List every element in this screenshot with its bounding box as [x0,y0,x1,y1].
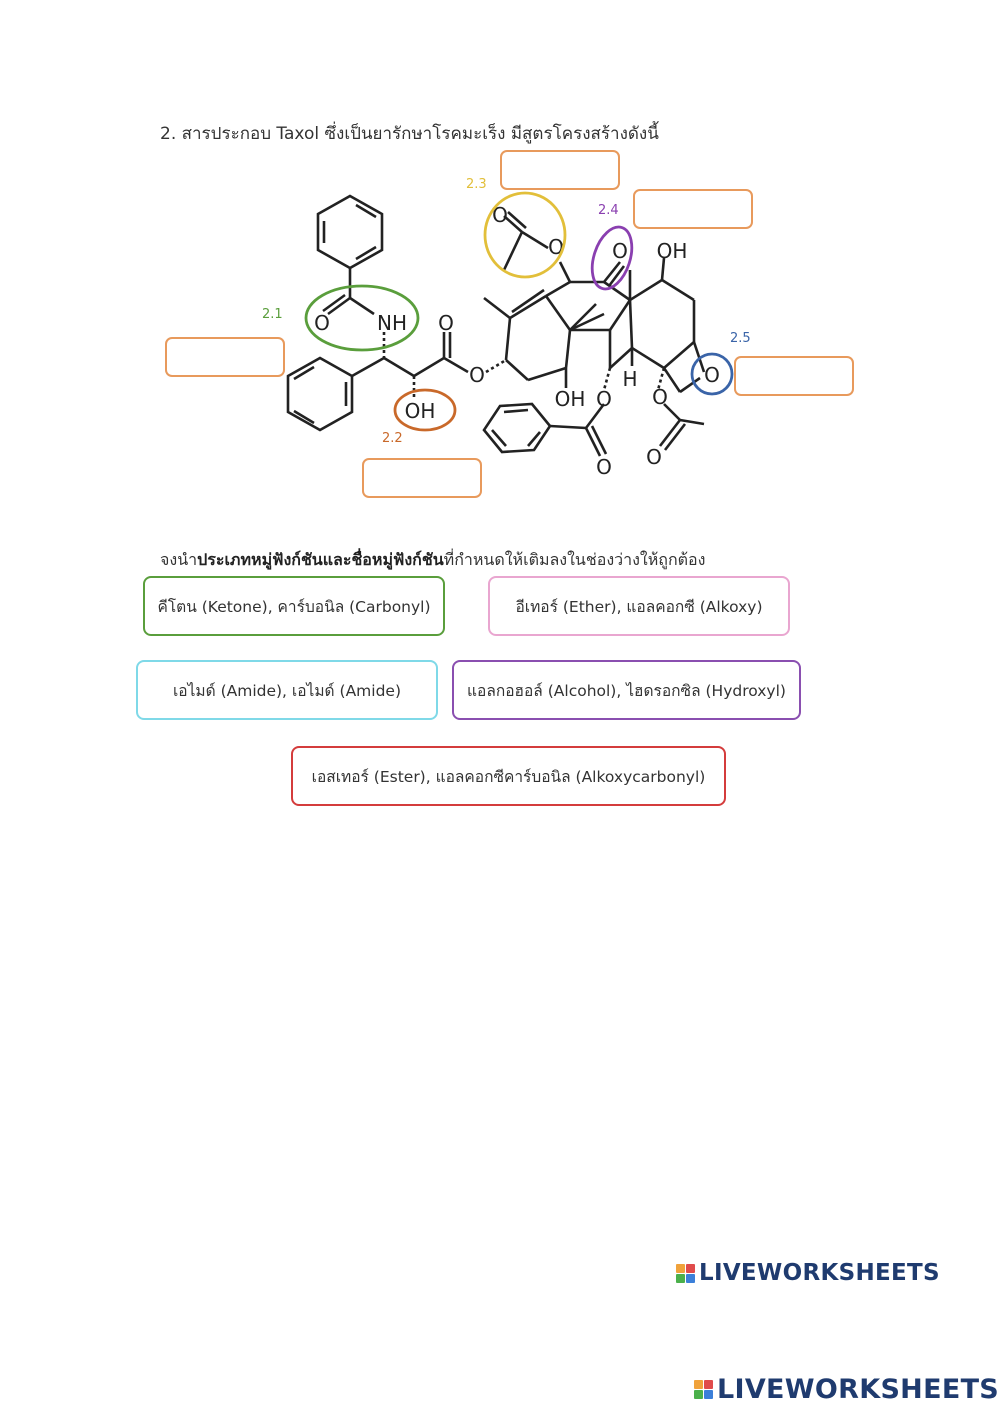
logo-cubes-icon [676,1264,695,1283]
atom-label: OH [554,387,586,411]
answer-option-ester[interactable]: เอสเทอร์ (Ester), แอลคอกซีคาร์บอนิล (Alkoxycarbonyl) [291,746,726,806]
atom-label: O [646,445,662,469]
taxol-structure-diagram [150,140,870,500]
answer-option-ketone[interactable]: คีโตน (Ketone), คาร์บอนิล (Carbonyl) [143,576,445,636]
instruction-suffix: ที่กำหนดให้เติมลงในช่องว่างให้ถูกต้อง [443,550,706,569]
brand-name: LIVEWORKSHEETS [699,1260,940,1286]
instruction-text [160,548,705,573]
atom-label: O [438,311,454,335]
answer-box-2-5[interactable] [734,356,854,396]
atom-label: O [469,363,485,387]
answer-box-2-3[interactable] [500,150,620,190]
atom-label: OH [404,399,436,423]
atom-label: O [596,455,612,479]
atom-label: O [612,239,628,263]
marker-2-2: 2.2 [382,431,403,446]
marker-2-3: 2.3 [466,177,487,192]
instruction-prefix: จงนำ [160,550,198,569]
marker-2-4: 2.4 [598,203,619,218]
answer-option-amide[interactable]: เอไมด์ (Amide), เอไมด์ (Amide) [136,660,438,720]
liveworksheets-logo [676,1260,940,1286]
question-title: 2. สารประกอบ Taxol ซึ่งเป็นยารักษาโรคมะเร็ง มีสูตรโครงสร้างดังนี้ [160,124,659,144]
atom-label: O [704,363,720,387]
answer-box-2-1[interactable] [165,337,285,377]
atom-label: O [652,385,668,409]
answer-option-ether[interactable]: อีเทอร์ (Ether), แอลคอกซี (Alkoxy) [488,576,790,636]
marker-2-1: 2.1 [262,307,283,322]
answer-box-2-2[interactable] [362,458,482,498]
phenyl-ring [288,358,352,430]
atom-label: OH [656,239,688,263]
atom-label: H [622,367,638,391]
answer-box-2-4[interactable] [633,189,753,229]
liveworksheets-footer-logo [694,1374,999,1405]
benzoate-ring [484,404,550,452]
brand-name: LIVEWORKSHEETS [717,1374,1000,1405]
atom-label: O [596,387,612,411]
atom-label: O [492,203,508,227]
answer-option-alcohol[interactable]: แอลกอฮอล์ (Alcohol), ไฮดรอกซิล (Hydroxyl) [452,660,801,720]
benzoyl-ring [318,196,382,268]
atom-label: O [314,311,330,335]
instruction-bold: ประเภทหมู่ฟังก์ชันและชื่อหมู่ฟังก์ชัน [197,550,444,569]
logo-cubes-icon [694,1380,713,1399]
atom-label: NH [377,311,407,335]
marker-2-5: 2.5 [730,331,751,346]
atom-label: O [548,235,564,259]
